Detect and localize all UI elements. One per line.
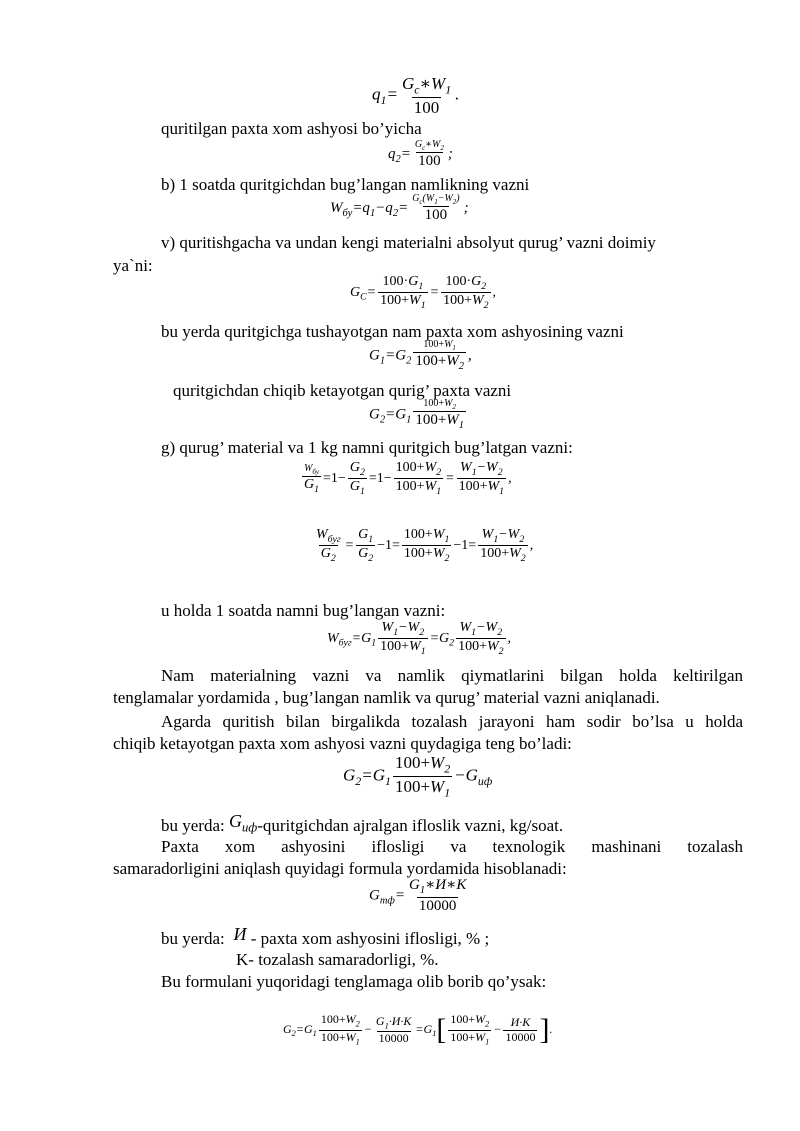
symbol-g-if: $G_{иф}$ xyxy=(228,811,258,835)
formula-wbu-g1: $\frac{W_{бу}}{G_1}$ =1− $\frac{G_2}{G_1}$ =1− $\frac{100+W_2}{100+W_1}$ = $\frac{W_1-W_2}{100+W_1}$ , xyxy=(304,460,512,497)
formula-final: $G_2=G_1$ $\frac{100+W_2}{100+W_1}$ − $\frac{G_1\cdot И\cdot K}{10000}$ $=G_1$[ $\frac{100+W_2}{100+W_1}$ − $\frac{И\cdot K}{10000}$ ]. xyxy=(283,1012,553,1046)
text-paragraph: bu yerda quritgichga tushayotgan nam paxta xom ashyosining vazni xyxy=(161,322,624,341)
text-definition: -quritgichdan ajralgan ifloslik vazni, kg/soat. xyxy=(257,816,564,835)
text-paragraph: Paxta xom ashyosini iflosligi va texnologik mashinani tozalash xyxy=(161,837,743,856)
text-paragraph xyxy=(161,924,490,949)
text-paragraph: b) 1 soatda quritgichdan bug’langan namlikning vazni xyxy=(161,175,530,194)
text-paragraph: tenglamalar yordamida , bug’langan namlik va qurug’ material vazni aniqlanadi. xyxy=(113,688,660,707)
formula-g1: $G_1=G_2$ $\frac{100+W_1}{100+W_2}$ , xyxy=(369,339,472,373)
formula-gc: $G_C=$ $\frac{100\cdot G_1}{100+W_1}$ = $\frac{100\cdot G_2}{100+W_2}$ , xyxy=(350,274,497,311)
text-paragraph: u holda 1 soatda namni bug’langan vazni: xyxy=(161,601,446,620)
text-paragraph: quritgichdan chiqib ketayotgan qurig’ paxta vazni xyxy=(173,381,512,400)
text-paragraph: samaradorligini aniqlash quyidagi formula yordamida hisoblanadi: xyxy=(113,859,567,878)
symbol-i: И xyxy=(228,924,247,944)
text-paragraph: K- tozalash samaradorligi, %. xyxy=(236,950,439,969)
formula-wbug: $W_{буг}=G_1$ $\frac{W_1-W_2}{100+W_1}$ $=G_2$ $\frac{W_1-W_2}{100+W_2}$ , xyxy=(327,620,512,657)
formula-q2: $q_2=$ $\frac{G_c∗W_2}{100}$ ; xyxy=(388,139,453,170)
formula-gtf: $G_{тф}=$ $\frac{G_1∗И∗K}{10000}$ xyxy=(369,877,467,915)
text-paragraph: Agarda quritish bilan birgalikda tozalash jarayoni ham sodir bo’lsa u holda xyxy=(161,712,743,731)
text-paragraph: g) qurug’ material va 1 kg namni quritgich bug’latgan vazni: xyxy=(161,438,573,457)
formula-wbug-g2: $\frac{W_{буг}}{G_2}$ = $\frac{G_1}{G_2}$ −1= $\frac{100+W_1}{100+W_2}$ −1= $\frac{W_1-W_2}{100+W_2}$ , xyxy=(316,527,534,564)
label-bu-yerda: bu yerda: xyxy=(161,929,225,948)
formula-w-bu: $W_{бу}=q_1-q_2=$ $\frac{G_c(W_1-W_2)}{100}$ ; xyxy=(330,193,469,224)
formula-g2: $G_2=G_1$ $\frac{100+W_2}{100+W_1}$ xyxy=(369,398,465,432)
text-paragraph: chiqib ketayotgan paxta xom ashyosi vazni quydagiga teng bo’ladi: xyxy=(113,734,572,753)
formula-q1: $q_1=$ $\frac{G_c∗W_1}{100}$ . xyxy=(372,74,460,118)
text-paragraph: Bu formulani yuqoridagi tenglamaga olib borib qo’ysak: xyxy=(161,972,547,991)
formula-g2-clean: $G_2=G_1$ $\frac{100+W_2}{100+W_1}$ $-G_{иф}$ xyxy=(343,753,493,800)
text-paragraph: v) quritishgacha va undan kengi materialni absolyut qurug’ vazni doimiy xyxy=(161,233,656,252)
text-paragraph: quritilgan paxta xom ashyosi bo’yicha xyxy=(161,119,422,138)
text-definition: - paxta xom ashyosini iflosligi, % ; xyxy=(246,929,490,948)
text-paragraph: Nam materialning vazni va namlik qiymatlarini bilgan holda keltirilgan xyxy=(161,666,743,685)
text-paragraph: ya`ni: xyxy=(113,256,153,275)
label-bu-yerda: bu yerda: xyxy=(161,816,225,835)
